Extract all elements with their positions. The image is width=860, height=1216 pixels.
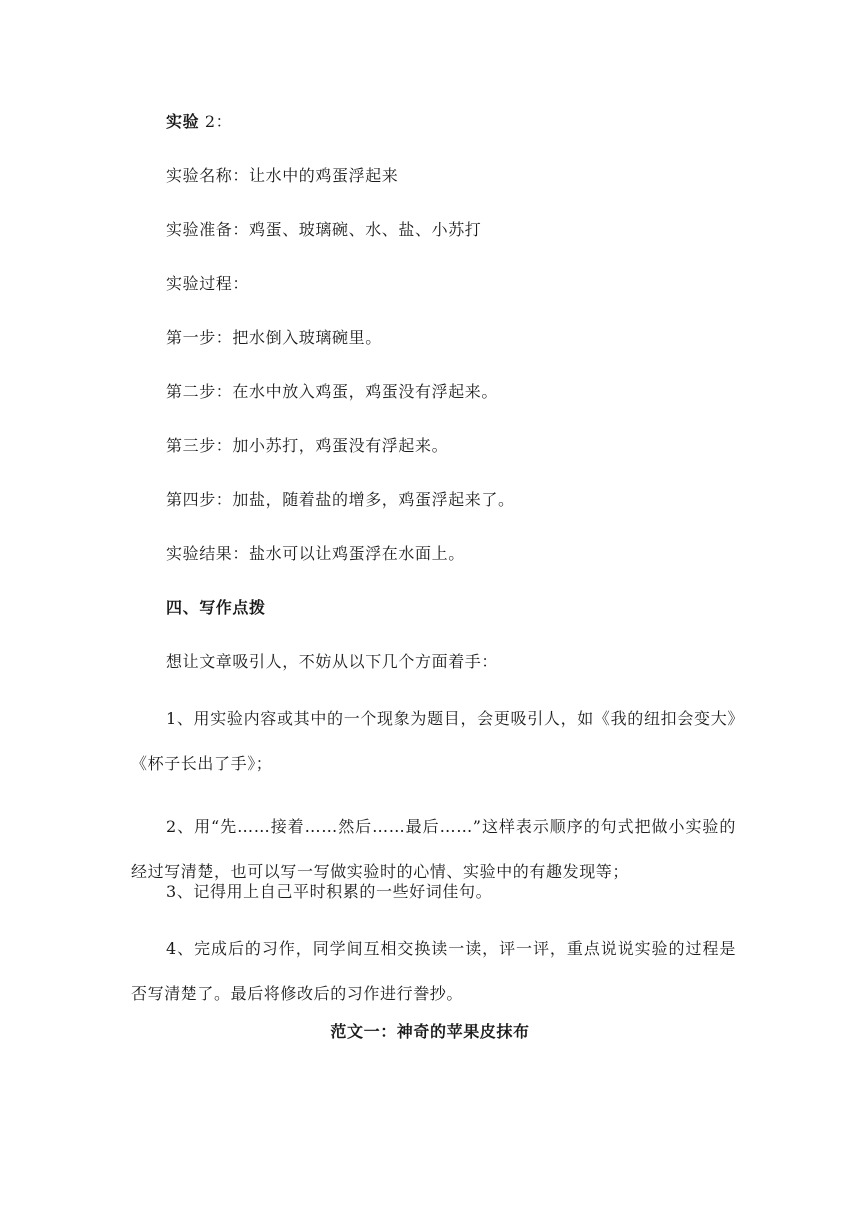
- writing-tips-intro: 想让文章吸引人，不妨从以下几个方面着手：: [166, 652, 499, 671]
- section-title-writing-tips: 四、写作点拨: [166, 598, 266, 617]
- writing-tip-2: 2、用“先……接着……然后……最后……”这样表示顺序的句式把做小实验的经过写清楚，也可以写一写做实验时的心情、实验中的有趣发现等；: [131, 817, 736, 881]
- experiment-step-1: 第一步：把水倒入玻璃碗里。: [166, 328, 382, 347]
- experiment-step-3: 第三步：加小苏打，鸡蛋没有浮起来。: [166, 436, 449, 455]
- experiment-heading: [166, 112, 741, 132]
- writing-tip-4: 4、完成后的习作，同学间互相交换读一读，评一评，重点说说实验的过程是否写清楚了。最后将修改后的习作进行誊抄。: [131, 939, 736, 1003]
- experiment-step-2: 第二步：在水中放入鸡蛋，鸡蛋没有浮起来。: [166, 382, 499, 401]
- sample-essay-title: 范文一：神奇的苹果皮抹布: [330, 1022, 530, 1041]
- experiment-heading-number: 2：: [199, 112, 233, 131]
- experiment-preparation: 实验准备：鸡蛋、玻璃碗、水、盐、小苏打: [166, 220, 482, 239]
- experiment-step-4: 第四步：加盐，随着盐的增多，鸡蛋浮起来了。: [166, 490, 515, 509]
- experiment-result: 实验结果：盐水可以让鸡蛋浮在水面上。: [166, 544, 465, 563]
- experiment-name: 实验名称：让水中的鸡蛋浮起来: [166, 166, 399, 185]
- experiment-process-label: 实验过程：: [166, 274, 250, 293]
- writing-tip-3: 3、记得用上自己平时积累的一些好词佳句。: [166, 882, 493, 901]
- writing-tip-1: 1、用实验内容或其中的一个现象为题目，会更吸引人，如《我的纽扣会变大》《杯子长出了手》；: [131, 709, 736, 773]
- experiment-heading-label: 实验: [166, 112, 200, 131]
